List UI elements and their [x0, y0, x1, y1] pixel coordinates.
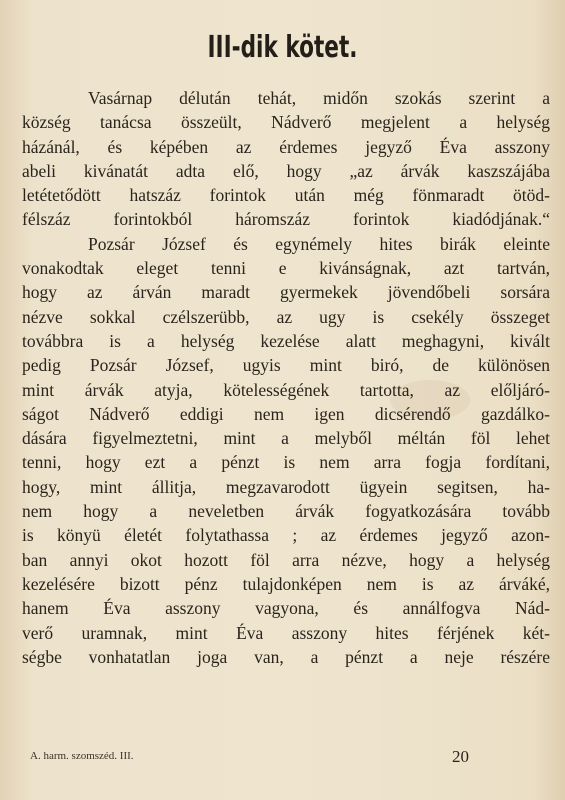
- text-line: Pozsár József és egynémely hites birák eleinte: [88, 233, 550, 254]
- text-line: dására figyelmeztetni, mint a melyből méltán föl lehet: [22, 428, 550, 449]
- text-line: hogy, mint állitja, megzavarodott ügyein segitsen, ha-: [22, 476, 550, 497]
- text-line: pedig Pozsár József, ugyis mint biró, de különösen: [22, 355, 550, 376]
- page-number: 20: [452, 747, 469, 766]
- text-line: nézve sokkal czélszerübb, az ugy is csekély összeget: [22, 306, 550, 327]
- text-line: hogy az árván maradt gyermekek jövendőbeli sorsára: [22, 282, 550, 303]
- text-line: nem hogy a neveletben árvák fogyatkozására tovább: [22, 501, 550, 522]
- volume-title: III-dik kötet.: [207, 30, 358, 65]
- text-line: ságot Nádverő eddigi nem igen dicsérendő gazdálko-: [22, 403, 550, 424]
- text-line: továbbra is a helység kezelése alatt meghagyni, kivált: [22, 330, 550, 351]
- text-line: Vasárnap délután tehát, midőn szokás szerint a: [88, 88, 550, 108]
- text-line: abeli kivánatát adta elő, hogy „az árvák kaszszájába: [22, 160, 550, 181]
- text-line: kezelésére bizott pénz tulajdonképen nem is az árváké,: [22, 573, 550, 594]
- signature-mark: A. harm. szomszéd. III.: [30, 750, 134, 762]
- body-text: [22, 86, 550, 669]
- text-line: félszáz forintokból háromszáz forintok kiadódjának.“: [22, 209, 550, 230]
- text-line: hanem Éva asszony vagyona, és annálfogva Nád-: [22, 598, 550, 619]
- text-line: vonakodtak eleget tenni e kivánságnak, azt tartván,: [22, 258, 550, 279]
- text-line: mint árvák atyja, kötelességének tartotta, az előljáró-: [22, 379, 550, 400]
- text-line: ségbe vonhatatlan joga van, a pénzt a neje részére: [22, 646, 550, 667]
- text-line: is könyü életét folytathassa ; az érdemes jegyző azon-: [22, 525, 550, 546]
- text-line: ban annyi okot hozott föl arra nézve, hogy a helység: [22, 549, 550, 570]
- text-line: verő uramnak, mint Éva asszony hites férjének két-: [22, 622, 550, 643]
- text-line: házánál, és képében az érdemes jegyző Éva asszony: [22, 136, 550, 157]
- text-line: letétetődött hatszáz forintok után még fönmaradt ötöd-: [22, 185, 550, 206]
- text-line: tenni, hogy ezt a pénzt is nem arra fogja fordítani,: [22, 452, 550, 473]
- text-line: község tanácsa összeült, Nádverő megjelent a helység: [22, 112, 550, 133]
